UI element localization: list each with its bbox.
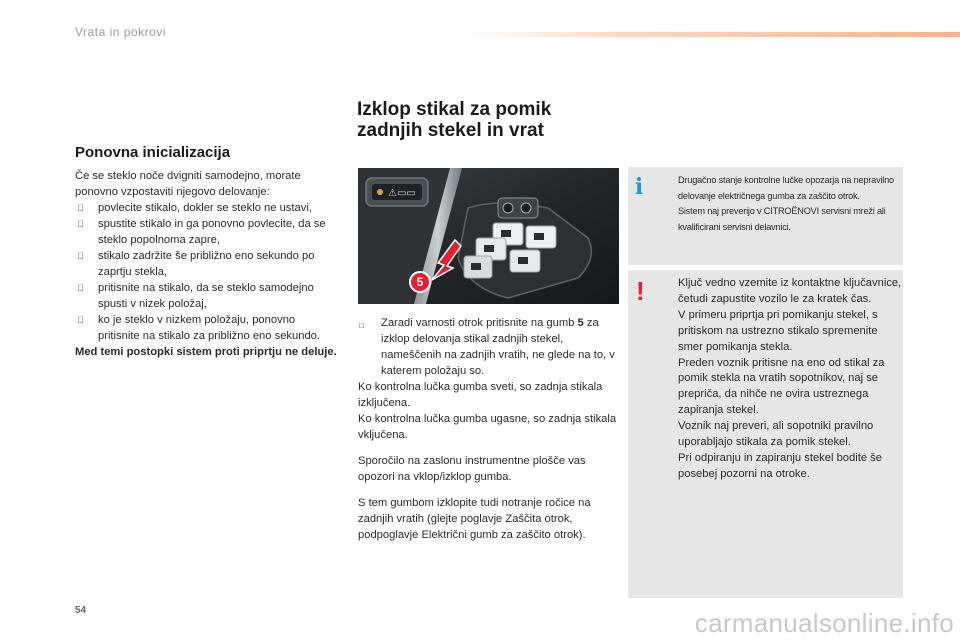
chapter-title: Vrata in pokrovi [75, 25, 166, 39]
page-number: 54 [75, 605, 87, 616]
warning-text [678, 276, 903, 483]
instruction-text: Zaradi varnosti otrok pritisnite na gumb [381, 317, 575, 329]
page-title-line-2: zadnjih stekel in vrat [357, 120, 544, 141]
info-line-2: Sistem naj preverijo v CITROËNOVI servisni mreži ali kvalificirani servisni delavnici. [678, 206, 886, 232]
header-accent-bar [470, 32, 960, 37]
warning-icon: ! [636, 276, 645, 306]
warning-paragraph: V primeru priprtja pri pomikanju stekel, s pritiskom na ustrezno stikalo spremenite smer pomikanja stekla. [678, 308, 878, 353]
warning-paragraph: Ključ vedno vzemite iz kontaktne ključavnice, četudi zapustite vozilo le za kratek čas. [678, 277, 902, 305]
warning-paragraph: Pri odpiranju in zapiranju stekel bodite še posebej pozorni na otroke. [678, 451, 882, 480]
page-title-line-1: Izklop stikal za pomik [357, 99, 552, 120]
list-item [358, 315, 620, 379]
warning-paragraph: Preden voznik pritisne na eno od stikal za pomik stekla na vratih sopotnikov, naj se prepriča, da nihče ne ovira ustreznega zapiranja stekel. [678, 356, 885, 417]
list-item-text: pritisnite na stikalo, da se steklo samodejno spusti v nizek položaj, [98, 282, 314, 310]
list-item [75, 312, 337, 344]
lamp-off-paragraph: Ko kontrolna lučka gumba ugasne, so zadnja stikala vključena. [358, 413, 617, 441]
svg-text:⚠▭▭: ⚠▭▭ [388, 188, 416, 199]
list-item-text: spustite stikalo in ga ponovno povlecite, da se steklo popolnoma zapre, [98, 218, 326, 246]
bullet-icon: □ [359, 321, 364, 330]
info-text [678, 173, 903, 235]
list-item [75, 216, 337, 248]
door-panel-illustration [358, 168, 619, 304]
list-item [75, 280, 337, 312]
list-item-text: ko je steklo v nizkem položaju, ponovno pritisnite na stikalo za približno eno sekundo. [98, 314, 321, 342]
spacer [358, 485, 620, 495]
list-item-text: stikalo zadržite še približno eno sekundo po zaprtju stekla, [98, 250, 315, 278]
display-message-paragraph: Sporočilo na zaslonu instrumentne plošče vas opozori na vklop/izklop gumba. [358, 455, 586, 483]
warning-callout [628, 270, 903, 598]
instruction-text-rest: za izklop delovanja stikal zadnjih stekel, nameščenih na zadnjih vratih, ne glede na to, v katerem položaju so. [381, 317, 615, 377]
watermark: carmanualsonline.info [694, 608, 954, 638]
list-item-text: povlecite stikalo, dokler se steklo ne ustavi, [98, 202, 312, 214]
inner-handles-paragraph: S tem gumbom izklopite tudi notranje ročice na zadnjih vratih (glejte poglavje Zaščita otrok, podpoglavje Električni gumb za zaščito otrok). [358, 497, 591, 541]
anti-pinch-note: Med temi postopki sistem proti priprtju ne deluje. [75, 346, 337, 358]
list-item [75, 248, 337, 280]
reinitialization-steps [75, 200, 337, 344]
info-line-1: Drugačno stanje kontrolne lučke opozarja na nepravilno delovanje električnega gumba za zaščito otrok. [678, 175, 894, 201]
button-reference: 5 [577, 317, 584, 329]
child-lock-text [358, 315, 620, 543]
lamp-on-paragraph: Ko kontrolna lučka gumba sveti, so zadnja stikala izključena. [358, 381, 603, 409]
spacer [358, 443, 620, 453]
list-item [75, 200, 337, 216]
info-icon: i [634, 174, 644, 200]
page-title [357, 99, 617, 141]
warning-paragraph: Voznik naj preveri, ali sopotniki pravilno uporabljajo stikala za pomik stekel. [678, 420, 874, 449]
section-heading-reinitialization: Ponovna inicializacija [75, 144, 231, 161]
intro-paragraph: Če se steklo noče dvigniti samodejno, morate ponovno vzpostaviti njegovo delovanje: [75, 170, 301, 198]
door-panel-photo [358, 168, 619, 304]
info-callout [628, 167, 903, 265]
reinitialization-text [75, 168, 337, 360]
callout-number: 5 [416, 275, 424, 289]
